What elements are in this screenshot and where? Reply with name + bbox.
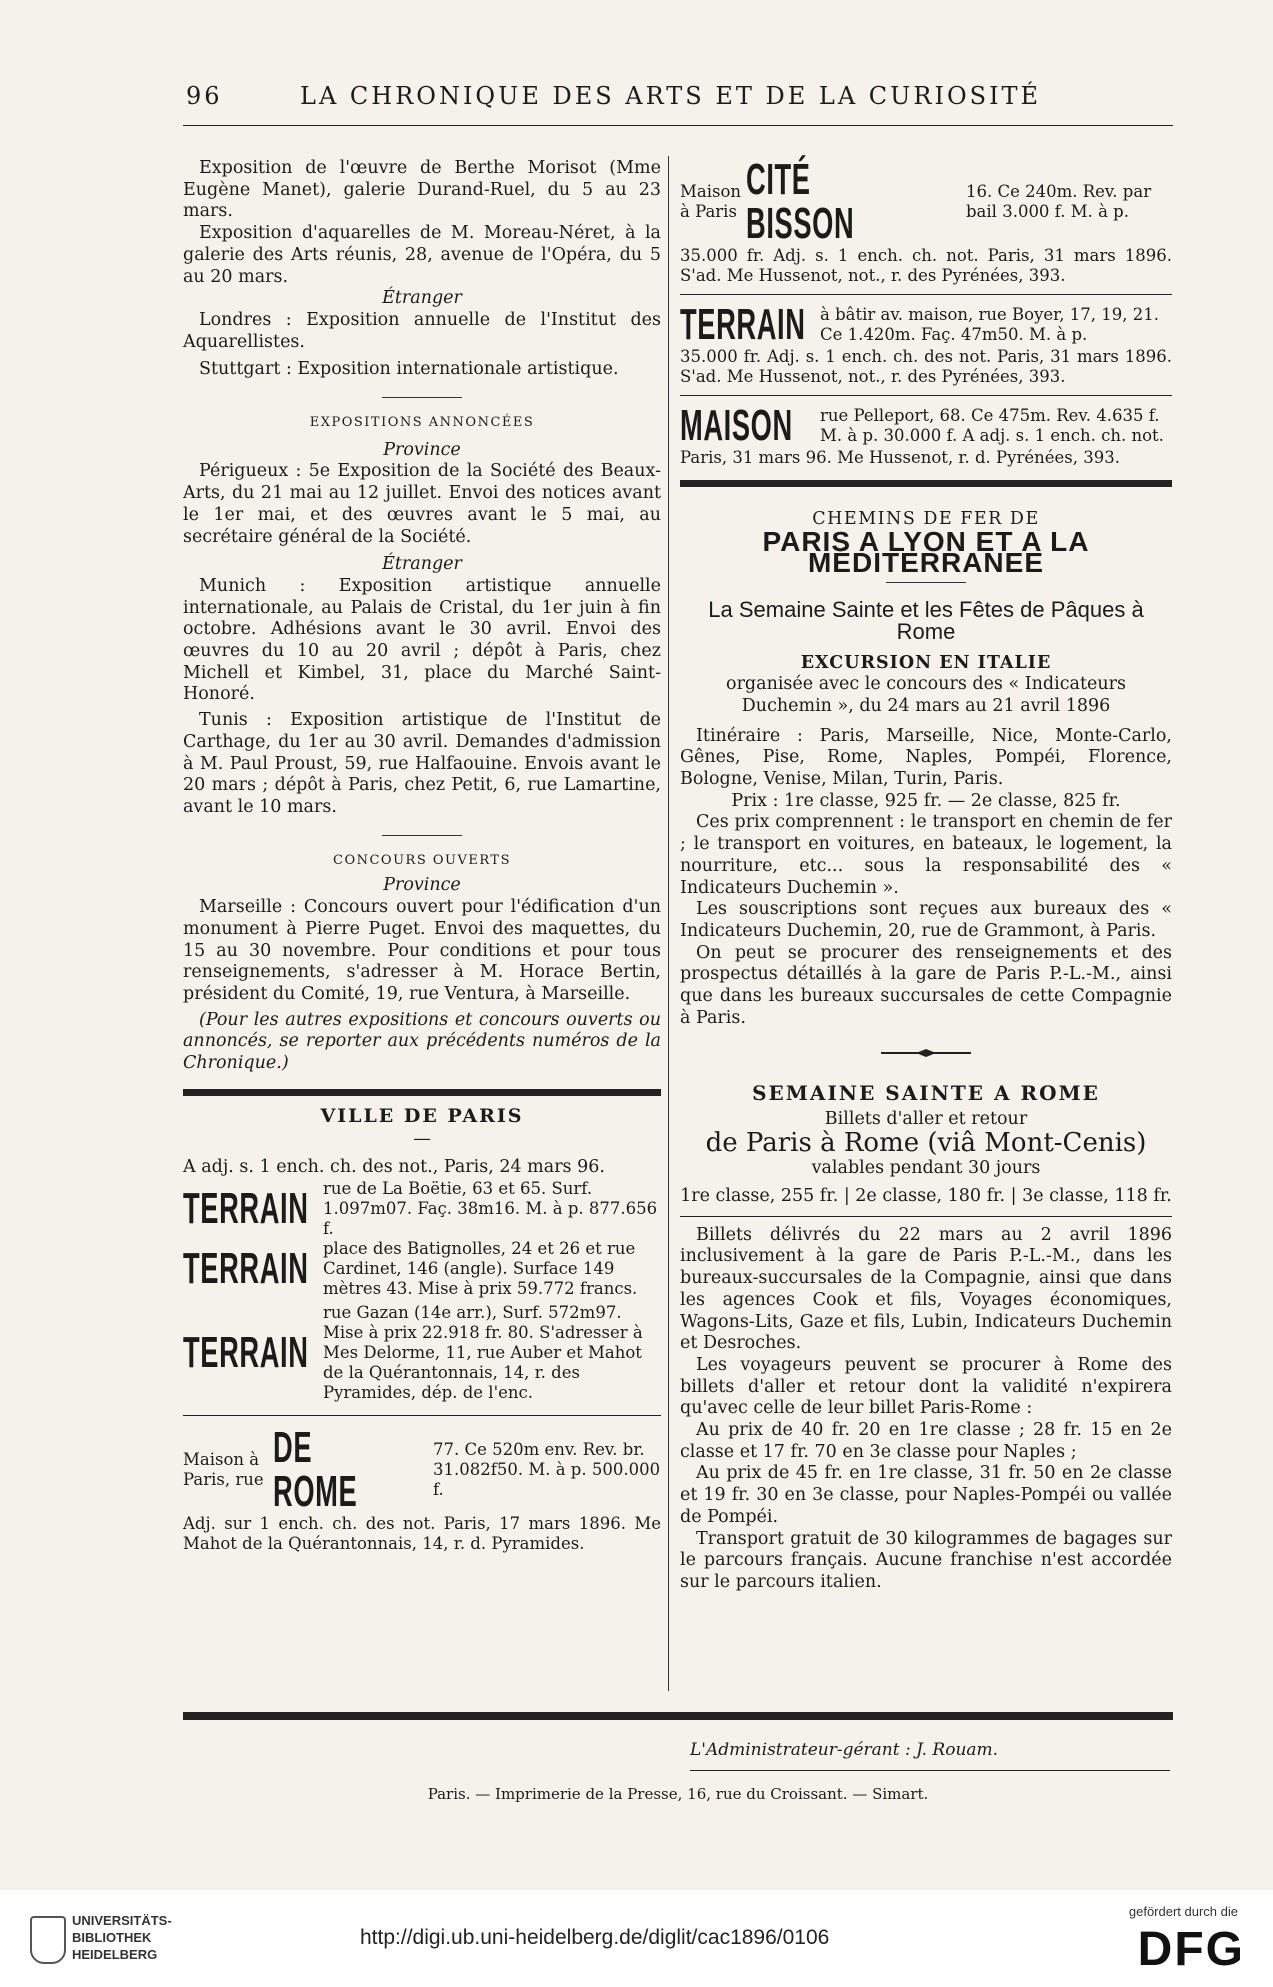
paragraph: On peut se procurer des renseignements et des prospectus détaillés à la gare de Paris P.-L.-M., ainsi que dans les bureaux succursales de cette Compagnie à Paris. xyxy=(680,942,1172,1028)
ad-text: 35.000 fr. Adj. s. 1 ench. ch. des not. Paris, 31 mars 1896. S'ad. Me Hussenot, not., r. des Pyrénées, 393. xyxy=(680,347,1172,386)
ad-text: Adj. sur 1 ench. ch. des not. Paris, 17 mars 1896. Me Mahot de la Quérantonnais, 14, r. d. Pyramides. xyxy=(183,1513,661,1553)
heading: La Semaine Sainte et les Fêtes de Pâques à Rome xyxy=(708,597,1144,644)
paragraph: Exposition de l'œuvre de Berthe Morisot (Mme Eugène Manet), galerie Durand-Ruel, du 5 au 23 mars. xyxy=(183,158,661,222)
ad-rue-de-rome xyxy=(183,1422,661,1516)
paragraph: Londres : Exposition annuelle de l'Institut des Aquarellistes. xyxy=(183,309,661,352)
printer-line: Paris. — Imprimerie de la Presse, 16, rue du Croissant. — Simart. xyxy=(427,1785,929,1803)
thick-rule xyxy=(183,1089,661,1096)
footer-bar xyxy=(0,1890,1273,1987)
paragraph: Munich : Exposition artistique annuelle internationale, au Palais de Cristal, du 1er juin à fin octobre. Adhésions avant le 30 avril. Envoi des œuvres du 10 au 20 avril ; dépôt à Paris, chez Michell et Kimbel, 31, place du Marché Saint-Honoré. xyxy=(183,575,661,705)
ad-cite-bisson xyxy=(680,155,1172,248)
paragraph: A adj. s. 1 ench. ch. des not., Paris, 24 mars 96. xyxy=(183,1157,605,1178)
price: Prix : 1re classe, 925 fr. — 2e classe, 825 fr. xyxy=(731,790,1121,811)
ad-headline: DE ROME xyxy=(273,1422,358,1516)
header-rule xyxy=(183,125,1173,126)
ornament-rule-icon xyxy=(881,1048,971,1058)
paragraph: Itinéraire : Paris, Marseille, Nice, Monte-Carlo, Gênes, Pise, Rome, Naples, Pompéi, Florence, Bologne, Venise, Milan, Turin, Paris. xyxy=(680,725,1172,790)
library-name: UNIVERSITÄTS- BIBLIOTHEK HEIDELBERG xyxy=(72,1913,172,1962)
subheading: Billets d'aller et retour xyxy=(824,1108,1028,1129)
ad-text: place des Batignolles, 24 et 26 et rue Cardinet, 146 (angle). Surface 149 mètres 43. Mise à prix 59.772 francs. xyxy=(323,1238,638,1298)
note: (Pour les autres expositions et concours ouverts ou annoncés, se reporter aux précédents numéros de la Chronique.) xyxy=(183,1009,661,1074)
ad-text: Maison à Paris xyxy=(680,182,742,221)
subheading: Étranger xyxy=(382,554,462,575)
rule xyxy=(690,1770,1170,1771)
ad-headline: MAISON xyxy=(680,401,793,450)
rule xyxy=(680,395,1172,396)
subheading: Province xyxy=(383,439,461,460)
separator xyxy=(382,397,462,398)
ad-text: Maison à Paris, rue xyxy=(183,1449,264,1489)
ad-text: rue Pelleport, 68. Ce 475m. Rev. 4.635 f. M. à p. 30.000 f. A adj. s. 1 ench. ch. not. xyxy=(820,406,1164,445)
subheading: Province xyxy=(383,875,461,896)
section-heading: VILLE DE PARIS xyxy=(320,1104,524,1127)
ad-text: 35.000 fr. Adj. s. 1 ench. ch. not. Paris, 31 mars 1896. S'ad. Me Hussenot, not., r. des Pyrénées, 393. xyxy=(680,246,1172,285)
rule xyxy=(680,1216,1172,1217)
ad-headline: TERRAIN xyxy=(183,1183,309,1233)
separator xyxy=(886,582,966,583)
dfg-logo: DFG xyxy=(1137,1923,1245,1976)
paragraph: Les voyageurs peuvent se procurer à Rome des billets d'aller et retour dont la validité n'expirera qu'avec celle de leur billet Paris-Rome : xyxy=(680,1354,1172,1419)
permalink[interactable]: http://digi.ub.uni-heidelberg.de/diglit/cac1896/0106 xyxy=(360,1926,830,1949)
rule xyxy=(680,294,1172,295)
section-heading: EXPOSITIONS ANNONCÉES xyxy=(309,415,535,431)
thick-rule xyxy=(183,1712,1173,1720)
ad-text: rue Gazan (14e arr.), Surf. 572m97. Mise à prix 22.918 fr. 80. S'adresser à Mes Delorme, 11, rue Auber et Mahot de la Quérantonnais, 14, r. des Pyramides, dép. de l'enc. xyxy=(323,1302,643,1402)
paragraph: Tunis : Exposition artistique de l'Institut de Carthage, du 1er au 30 avril. Demandes d'admission à M. Paul Proust, 59, rue Halfaouine. Envois avant le 20 mars ; dépôt à Paris, chez Petit, 6, rue Lamartine, avant le 10 mars. xyxy=(183,710,661,817)
heading: de Paris à Rome (viâ Mont-Cenis) xyxy=(705,1127,1147,1158)
section-heading: CONCOURS OUVERTS xyxy=(333,852,511,868)
subheading: valables pendant 30 jours xyxy=(811,1158,1041,1179)
paragraph: Exposition d'aquarelles de M. Moreau-Néret, à la galerie des Arts réunis, 28, avenue de l'Opéra, du 5 au 20 mars. xyxy=(183,223,661,287)
rule xyxy=(183,1415,661,1416)
subheading: Étranger xyxy=(382,288,462,309)
price-line: 1re classe, 255 fr. | 2e classe, 180 fr. | 3e classe, 118 fr. xyxy=(680,1185,1172,1206)
heading: EXCURSION EN ITALIE xyxy=(800,652,1052,673)
paragraph: Ces prix comprennent : le transport en chemin de fer ; le transport en voitures, en bateaux, le logement, la nourriture, etc... sous la responsabilité des « Indicateurs Duchemin ». xyxy=(680,812,1172,898)
paragraph: organisée avec le concours des « Indicateurs Duchemin », du 24 mars au 21 avril 1896 xyxy=(726,674,1126,716)
thick-rule xyxy=(680,480,1172,487)
railway-title: PARIS A LYON ET A LA MÉDITERRANEE xyxy=(762,525,1090,579)
ad-terrain-boyer xyxy=(680,300,1172,349)
ad-headline: TERRAIN xyxy=(183,1327,309,1377)
ad-headline: CITÉ BISSON xyxy=(746,155,855,248)
journal-title: LA CHRONIQUE DES ARTS ET DE LA CURIOSITÉ xyxy=(300,82,1042,110)
paragraph: Au prix de 40 fr. 20 en 1re classe ; 28 fr. 15 en 2e classe et 17 fr. 70 en 3e classe pour Naples ; xyxy=(680,1420,1172,1462)
ad-terrain-3 xyxy=(183,1303,661,1403)
funding-note: gefördert durch die xyxy=(1128,1904,1238,1919)
paragraph: Marseille : Concours ouvert pour l'édification d'un monument à Pierre Puget. Envoi des maquettes, du 15 au 30 novembre. Pour conditions et pour tous renseignements, s'adresser à M. Horace Bertin, président du Comité, 19, rue Ventura, à Marseille. xyxy=(183,897,661,1004)
ad-text: Paris, 31 mars 96. Me Hussenot, r. d. Pyrénées, 393. xyxy=(680,448,1120,467)
heading: SEMAINE SAINTE A ROME xyxy=(752,1081,1100,1106)
administrator-line: L'Administrateur-gérant : J. Rouam. xyxy=(690,1740,999,1760)
ad-text: 16. Ce 240m. Rev. par bail 3.000 f. M. à p. xyxy=(966,182,1152,221)
ad-headline: TERRAIN xyxy=(680,300,806,349)
ad-text: rue de La Boëtie, 63 et 65. Surf. 1.097m07. Faç. 38m16. M. à p. 877.656 f. xyxy=(323,1178,658,1238)
ornament xyxy=(680,1043,1172,1065)
left-column xyxy=(183,158,661,1554)
paragraph: Les souscriptions sont reçues aux bureaux des « Indicateurs Duchemin, 20, rue de Grammont, à Paris. xyxy=(680,899,1172,941)
ad-text: à bâtir av. maison, rue Boyer, 17, 19, 21. Ce 1.420m. Faç. 47m50. M. à p. xyxy=(820,305,1159,344)
right-column xyxy=(680,155,1172,1594)
dash: — xyxy=(413,1129,431,1150)
heading: CHEMINS DE FER DE xyxy=(812,509,1040,529)
ad-text: 77. Ce 520m env. Rev. br. 31.082f50. M. à p. 500.000 f. xyxy=(433,1439,661,1499)
column-divider xyxy=(668,156,669,1691)
ad-terrain-2 xyxy=(183,1239,661,1299)
ad-headline: TERRAIN xyxy=(183,1243,309,1293)
paragraph: Au prix de 45 fr. en 1re classe, 31 fr. 50 en 2e classe et 19 fr. 30 en 3e classe, pour Naples-Pompéi ou vallée de Pompéi. xyxy=(680,1463,1172,1527)
ad-maison-pelleport xyxy=(680,401,1172,450)
paragraph: Billets délivrés du 22 mars au 2 avril 1896 inclusivement à la gare de Paris P.-L.-M., dans les bureaux-succursales de la Compagnie, ainsi que dans les agences Cook et fils, Voyages économiques, Wagons-Lits, Gaze et fils, Lubin, Indicateurs Duchemin et Desroches. xyxy=(680,1224,1172,1354)
paragraph: Stuttgart : Exposition internationale artistique. xyxy=(199,359,619,380)
separator xyxy=(382,835,462,836)
paragraph: Périgueux : 5e Exposition de la Société des Beaux-Arts, du 21 mai au 12 juillet. Envoi des notices avant le 1er mai, et des œuvres avant le 5 mai, au secrétaire général de la Société. xyxy=(183,461,661,547)
ad-terrain-1 xyxy=(183,1179,661,1239)
paragraph: Transport gratuit de 30 kilogrammes de bagages sur le parcours français. Aucune franchise n'est accordée sur le parcours italien. xyxy=(680,1528,1172,1592)
page-number: 96 xyxy=(186,82,223,110)
